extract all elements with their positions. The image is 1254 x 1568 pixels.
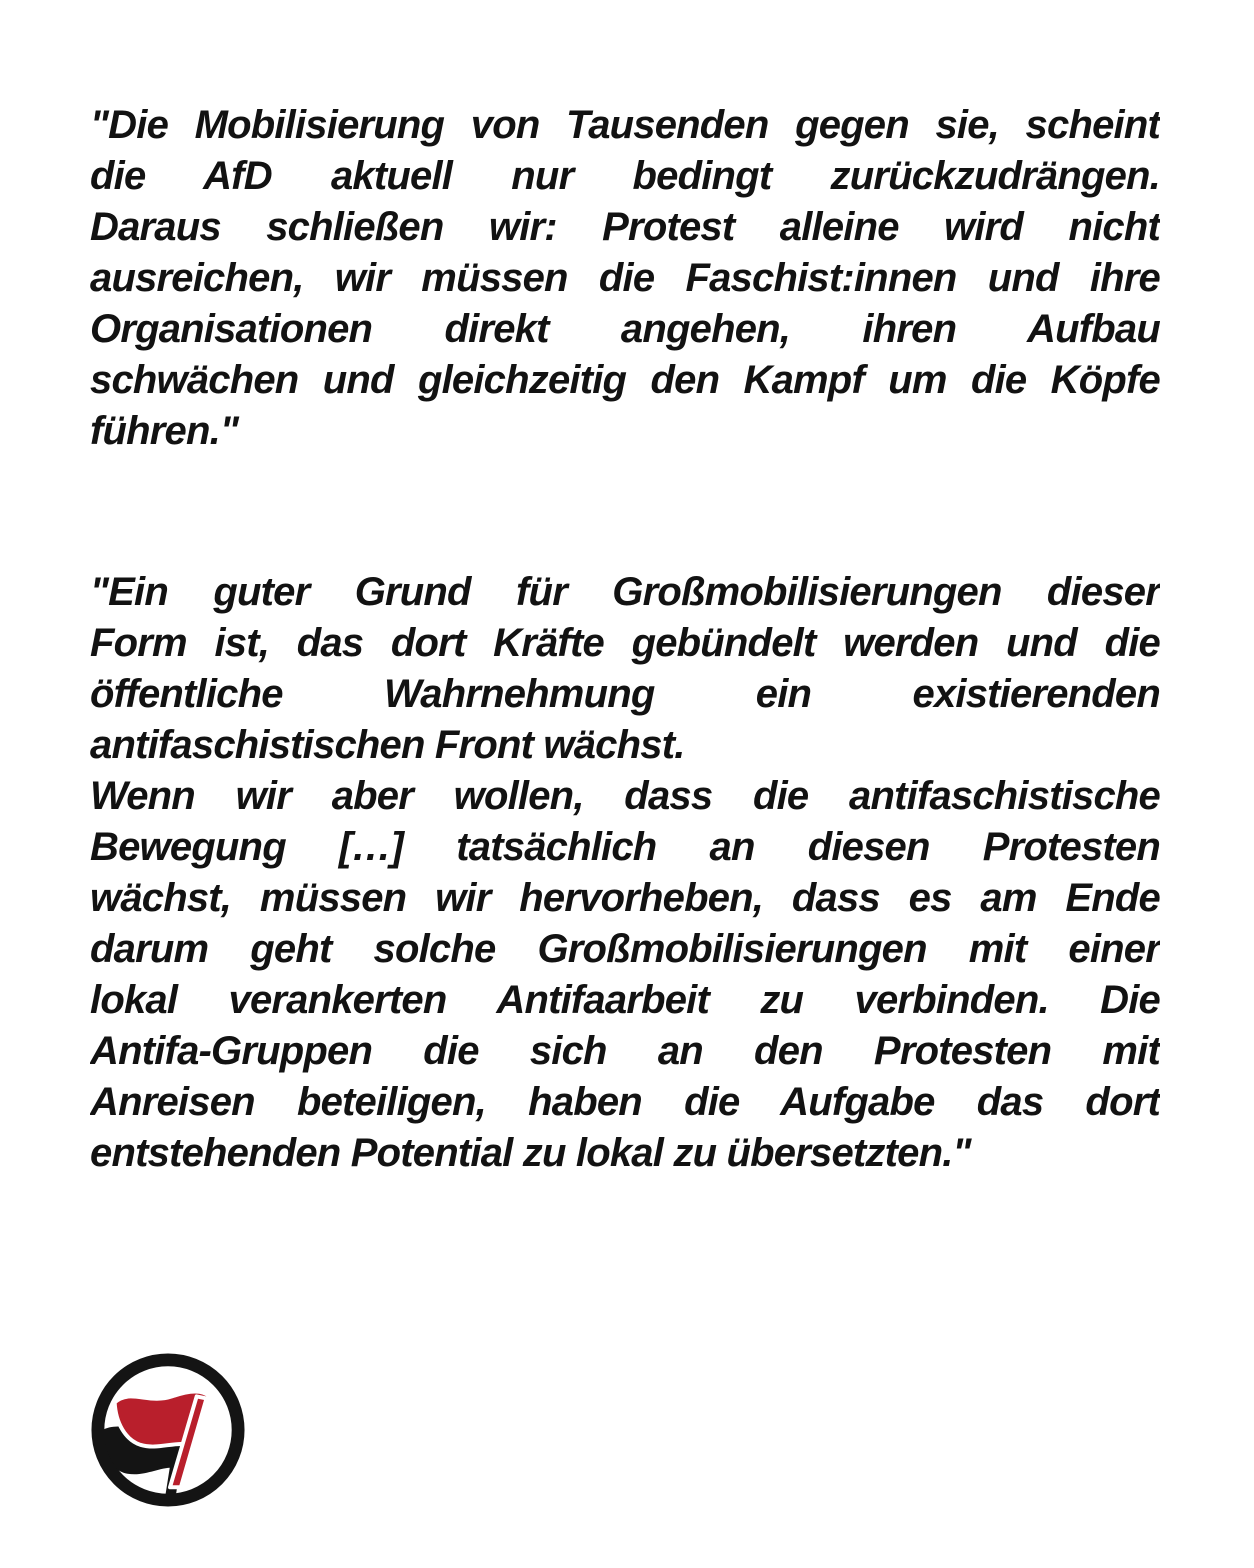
quote-line: Wenn wir aber wollen, dass die antifaschistische — [90, 774, 1160, 818]
quote-paragraph-2 — [90, 567, 1160, 1179]
quote-line: Anreisen beteiligen, haben die Aufgabe das dort — [90, 1080, 1160, 1124]
quote-line: Daraus schließen wir: Protest alleine wird nicht — [90, 205, 1160, 249]
quote-line: schwächen und gleichzeitig den Kampf um die Köpfe — [90, 358, 1160, 402]
quote-line: Bewegung […] tatsächlich an diesen Protesten — [90, 825, 1160, 869]
quote-line: Form ist, das dort Kräfte gebündelt werden und die — [90, 621, 1160, 665]
quote-line: darum geht solche Großmobilisierungen mit einer — [90, 927, 1160, 971]
quote-line: führen." — [90, 409, 239, 453]
quote-line: Antifa-Gruppen die sich an den Protesten mit — [90, 1029, 1160, 1073]
antifa-flags-logo — [89, 1351, 247, 1509]
quote-paragraph-1 — [90, 100, 1160, 457]
quote-line: entstehenden Potential zu lokal zu übersetzten." — [90, 1131, 971, 1175]
quote-line: lokal verankerten Antifaarbeit zu verbinden. Die — [90, 978, 1160, 1022]
quote-line: ausreichen, wir müssen die Faschist:innen und ihre — [90, 256, 1160, 300]
quote-line: Organisationen direkt angehen, ihren Aufbau — [90, 307, 1160, 351]
quote-line: "Ein guter Grund für Großmobilisierungen dieser — [90, 570, 1160, 614]
quote-line: antifaschistischen Front wächst. — [90, 723, 685, 767]
quote-line: "Die Mobilisierung von Tausenden gegen sie, scheint — [90, 103, 1160, 147]
quote-line: die AfD aktuell nur bedingt zurückzudrängen. — [90, 154, 1160, 198]
quote-line: öffentliche Wahrnehmung ein existierenden — [90, 672, 1160, 716]
quote-line: wächst, müssen wir hervorheben, dass es am Ende — [90, 876, 1160, 920]
